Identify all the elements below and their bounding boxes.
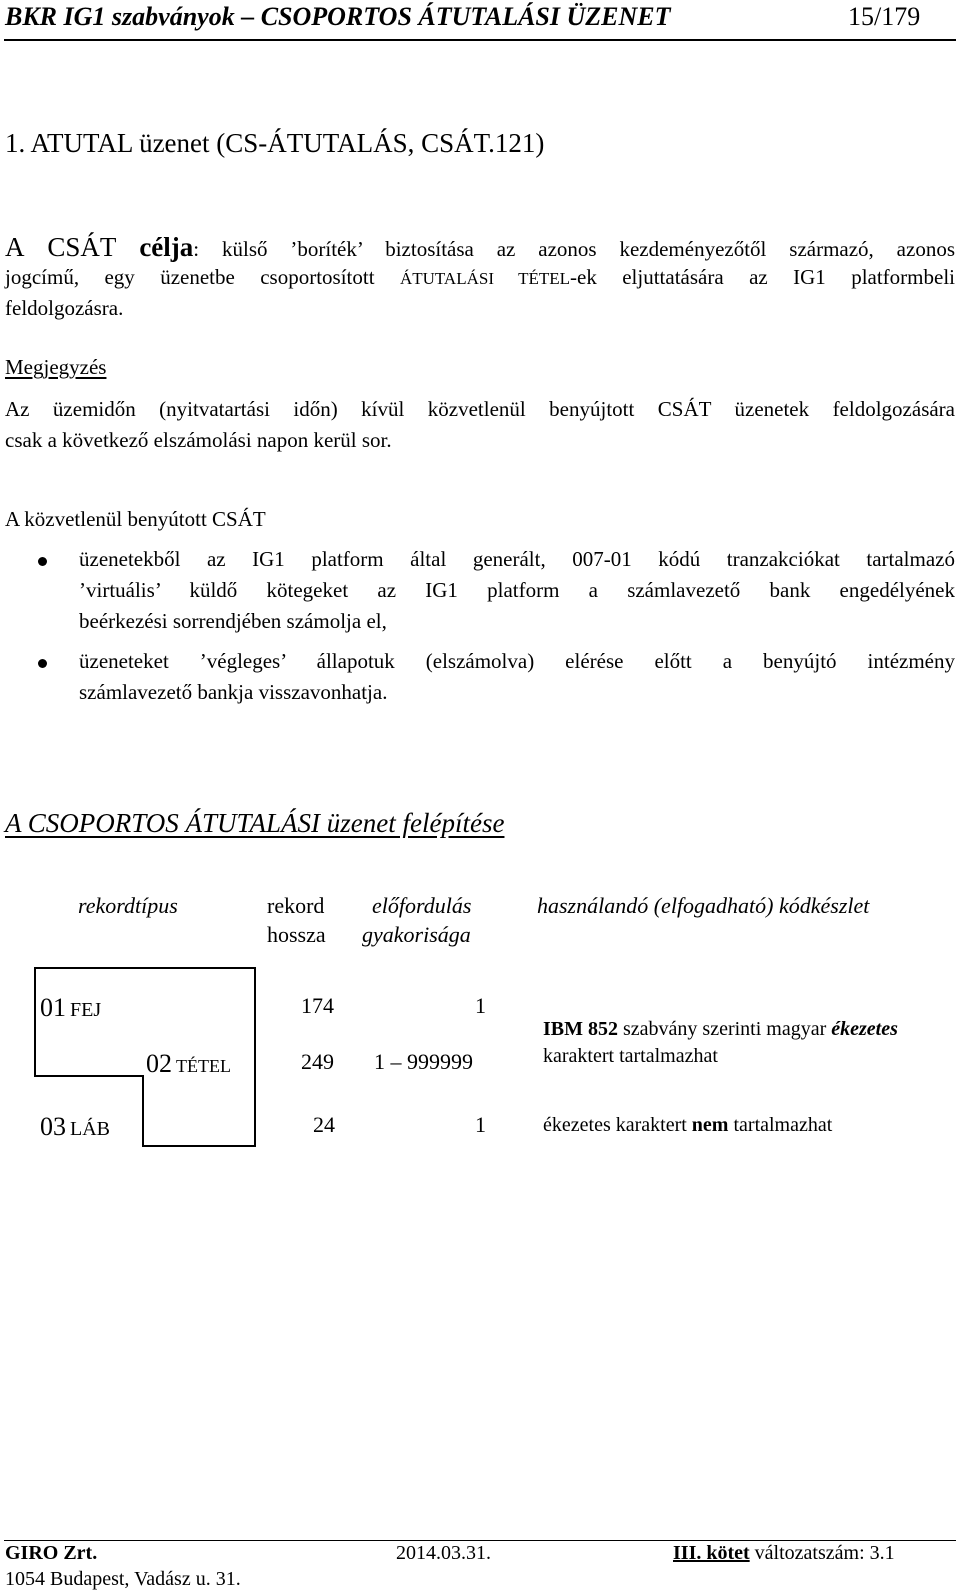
header-gyakorisaga: gyakorisága	[362, 922, 471, 947]
record-box-left	[34, 967, 36, 1077]
row-lab-length: 24	[313, 1112, 335, 1137]
header-elofordulas: előfordulás	[372, 893, 472, 918]
intro-line-1	[5, 232, 955, 263]
charset-no-accent-b: tartalmazhat	[728, 1114, 833, 1136]
row-fej-name: FEJ	[70, 999, 102, 1021]
header-rekord: rekord	[267, 893, 325, 918]
intro-line2-a: jogcímű, egy üzenetbe csoportosított	[5, 265, 400, 289]
charset-ibm852-bolditalic: ékezetes	[831, 1018, 898, 1040]
header-title: BKR IG1 szabványok – CSOPORTOS ÁTUTALÁSI ÜZENET	[5, 2, 671, 31]
section-title: 1. ATUTAL üzenet (CS-ÁTUTALÁS, CSÁT.121)	[5, 128, 545, 158]
intro-line1-rest: : külső ’boríték’ biztosítása az azonos kezdeményezőtől származó, azonos	[193, 237, 955, 261]
row-fej-num: 01	[40, 993, 66, 1022]
header-kodkeszlet: használandó (elfogadható) kódkészlet	[537, 893, 870, 918]
structure-title: A CSOPORTOS ÁTUTALÁSI üzenet felépítése	[5, 808, 505, 838]
charset-no-accent-a: ékezetes karaktert	[543, 1114, 692, 1136]
intro-csat: CSÁT	[47, 232, 117, 262]
charset-ibm852-bold: IBM 852	[543, 1018, 618, 1040]
row-tetel-name: TÉTEL	[176, 1056, 231, 1076]
intro-line-2	[5, 265, 955, 290]
row-lab-num: 03	[40, 1112, 66, 1141]
row-lab-freq: 1	[475, 1112, 486, 1137]
row-fej-freq: 1	[475, 993, 486, 1018]
page-number: 15/179	[848, 2, 921, 31]
record-box-mid	[34, 1075, 144, 1077]
row-lab-name: LÁB	[70, 1118, 110, 1140]
row-tetel-freq: 1 – 999999	[374, 1049, 473, 1074]
direct-intro: A közvetlenül benyútott CSÁT	[5, 507, 266, 531]
record-box-right	[254, 967, 256, 1147]
row-tetel-length: 249	[301, 1049, 334, 1074]
charset-ibm852-mid: szabvány szerinti magyar	[618, 1018, 832, 1040]
intro-line2-b: -ek eljuttatására az IG1 platformbeli	[570, 265, 955, 289]
bullet2-line-1: üzeneteket ’végleges’ állapotuk (elszámolva) elérése előtt a benyújtó intézmény	[79, 649, 955, 673]
record-box-bottom	[142, 1145, 256, 1147]
charset-ibm852-line2: karaktert tartalmazhat	[543, 1045, 718, 1067]
note-line-2: csak a következő elszámolási napon kerül sor.	[5, 428, 392, 452]
row-tetel-num: 02	[146, 1049, 172, 1078]
charset-ibm852	[543, 1018, 898, 1041]
header-rekordtipus: rekordtípus	[78, 893, 178, 918]
footer-version-number: változatszám: 3.1	[749, 1542, 895, 1564]
bullet-marker	[38, 659, 47, 668]
bullet1-line-2: ’virtuális’ küldő kötegeket az IG1 platform a számlavezető bank engedélyének	[79, 578, 955, 602]
charset-no-accent-bold: nem	[691, 1114, 729, 1136]
intro-line2-smallcaps: ÁTUTALÁSI TÉTEL	[399, 269, 571, 288]
row-lab	[40, 1112, 110, 1142]
footer-address: 1054 Budapest, Vadász u. 31.	[5, 1568, 241, 1590]
bullet2-line-2: számlavezető bankja visszavonhatja.	[79, 680, 388, 704]
intro-celja: célja	[139, 232, 194, 262]
footer-rule	[4, 1540, 956, 1541]
bullet-marker	[38, 557, 47, 566]
record-box-inner	[142, 1075, 144, 1147]
header-rule	[4, 39, 956, 41]
footer-date: 2014.03.31.	[396, 1542, 491, 1564]
note-label: Megjegyzés	[5, 355, 107, 379]
intro-line-3: feldolgozásra.	[5, 296, 124, 320]
record-box-top	[34, 967, 256, 969]
header-hossza: hossza	[267, 922, 326, 947]
row-fej-length: 174	[301, 993, 334, 1018]
note-line-1: Az üzemidőn (nyitvatartási időn) kívül közvetlenül benyújtott CSÁT üzenetek feldolgozására	[5, 397, 955, 421]
footer-company: GIRO Zrt.	[5, 1542, 98, 1564]
intro-a: A	[5, 232, 48, 262]
footer-volume: III. kötet	[673, 1542, 750, 1564]
row-tetel	[146, 1049, 231, 1079]
row-fej	[40, 993, 101, 1023]
charset-no-accent	[543, 1114, 832, 1137]
bullet1-line-1: üzenetekből az IG1 platform által generált, 007-01 kódú tranzakciókat tartalmazó	[79, 547, 955, 571]
bullet1-line-3: beérkezési sorrendjében számolja el,	[79, 609, 387, 633]
footer-version	[673, 1542, 895, 1565]
